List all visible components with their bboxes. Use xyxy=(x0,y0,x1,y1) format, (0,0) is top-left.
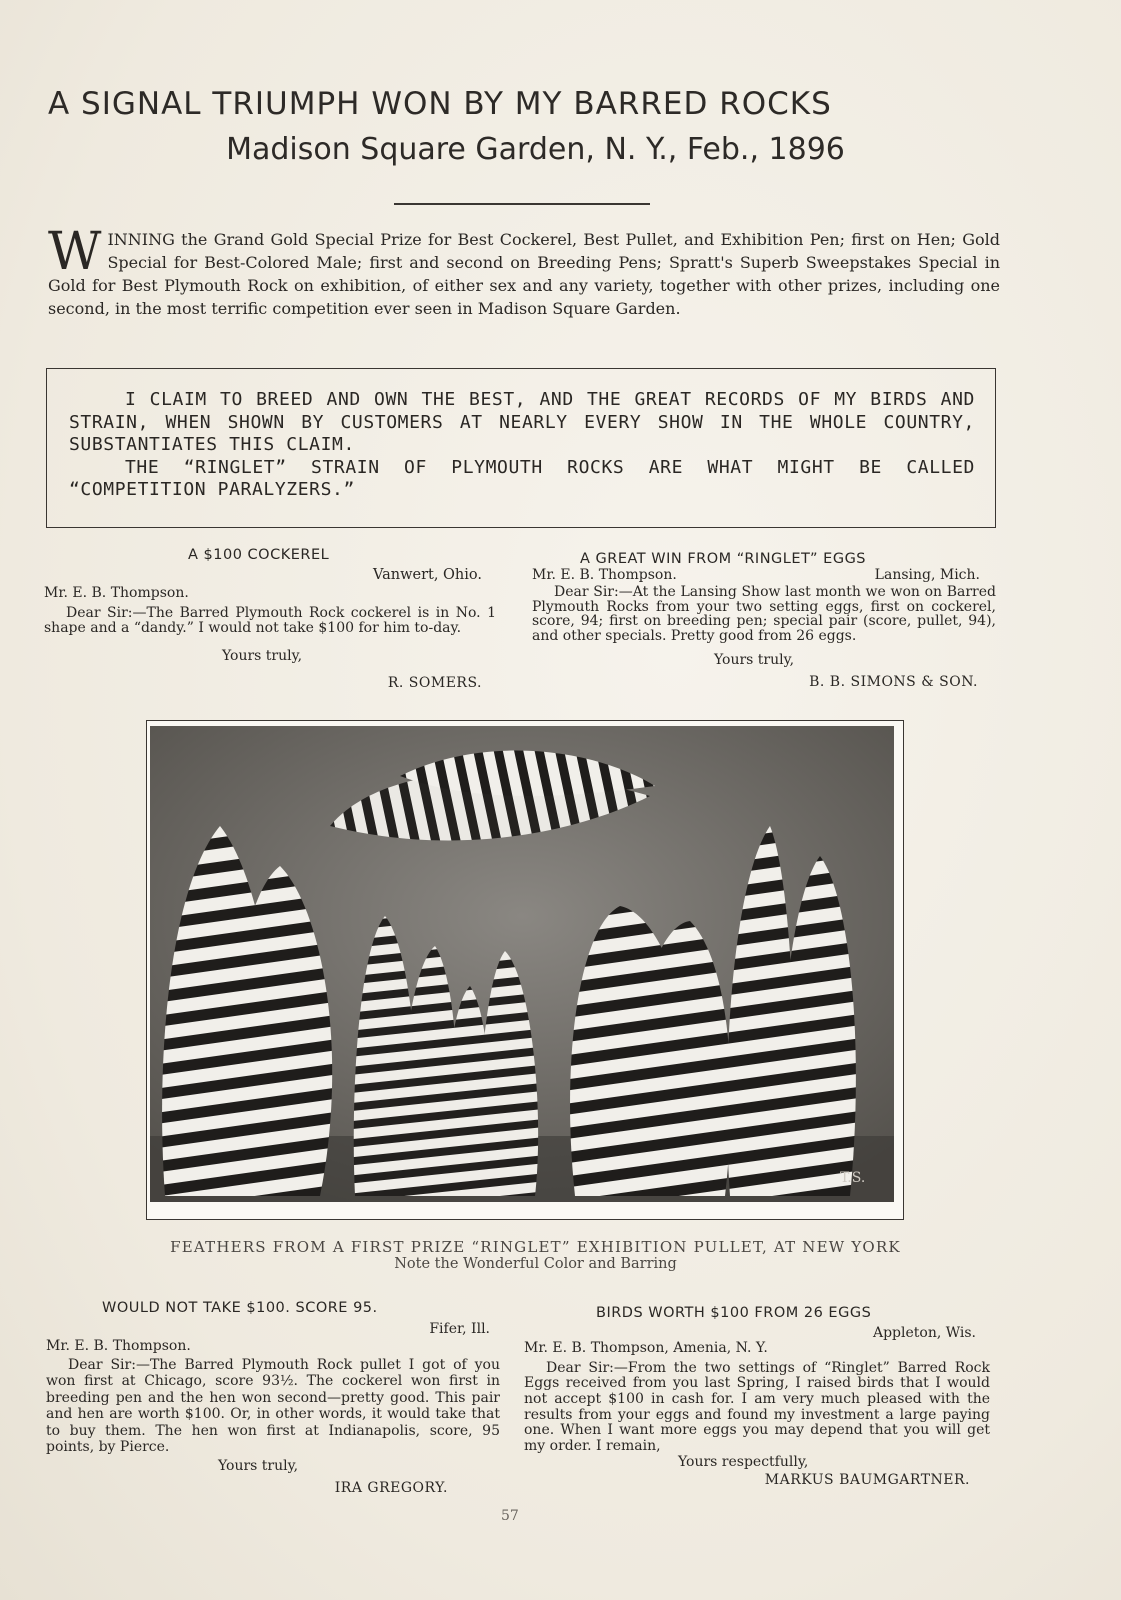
letter-body: Dear Sir:—The Barred Plymouth Rock cockerel is in No. 1 shape and a “dandy.” I would not take $100 for him to-day. xyxy=(44,604,496,636)
letter-salutation: Mr. E. B. Thompson. xyxy=(532,567,677,584)
letter-body: Dear Sir:—At the Lansing Show last month we won on Barred Plymouth Rocks from your two setting eggs, first on cockerel, score, 94; first on breeding pen; special pair (score, pullet, 94), and other specials. Pretty good from 26 eggs. xyxy=(532,584,996,644)
drop-cap: W xyxy=(48,222,102,282)
intro-text: INNING the Grand Gold Special Prize for Best Cockerel, Best Pullet, and Exhibition Pen; first on Hen; Gold Special for Best-Colored Male; first and second on Breeding Pens; Spratt's Superb Sweepstakes Special in Gold for Best Plymouth Rock on exhibition, of either sex and any variety, together with other prizes, including one second, in the most terrific competition ever seen in Madison Square Garden. xyxy=(48,230,1000,318)
letter-place: Appleton, Wis. xyxy=(872,1324,976,1341)
letter-place: Lansing, Mich. xyxy=(874,567,980,584)
photo-caption: FEATHERS FROM A FIRST PRIZE “RINGLET” EXHIBITION PULLET, AT NEW YORK xyxy=(170,1238,901,1256)
claim-paragraph-1: I CLAIM TO BREED AND OWN THE BEST, AND THE GREAT RECORDS OF MY BIRDS AND STRAIN, WHEN SHOWN BY CUSTOMERS AT NEARLY EVERY SHOW IN THE WHOLE COUNTRY, SUBSTANTIATES THIS CLAIM. xyxy=(69,389,975,455)
claim-paragraph-2: THE “RINGLET” STRAIN OF PLYMOUTH ROCKS ARE WHAT MIGHT BE CALLED “COMPETITION PARALYZERS.” xyxy=(69,456,975,500)
photo-subcaption: Note the Wonderful Color and Barring xyxy=(394,1256,677,1272)
feathers-illustration xyxy=(150,726,894,1202)
letter-closing: Yours truly, xyxy=(222,647,303,664)
letter-closing: Yours respectfully, xyxy=(678,1454,809,1471)
letter-heading: BIRDS WORTH $100 FROM 26 EGGS xyxy=(596,1305,872,1321)
letter-signature: IRA GREGORY. xyxy=(334,1480,448,1496)
letter-heading: WOULD NOT TAKE $100. SCORE 95. xyxy=(102,1300,378,1316)
letter-salutation: Mr. E. B. Thompson, Amenia, N. Y. xyxy=(524,1340,768,1357)
letter-place: Vanwert, Ohio. xyxy=(372,566,482,583)
letter-cockerel xyxy=(44,548,496,692)
page-number: 57 xyxy=(501,1508,519,1524)
letter-signature: B. B. SIMONS & SON. xyxy=(809,674,978,691)
letter-ringlet-eggs xyxy=(532,552,996,690)
letter-closing: Yours truly, xyxy=(218,1457,299,1474)
intro-paragraph xyxy=(48,222,1000,320)
page-subtitle: Madison Square Garden, N. Y., Feb., 1896 xyxy=(226,132,845,167)
claim-box xyxy=(46,368,996,528)
letter-body: Dear Sir:—From the two settings of “Ringlet” Barred Rock Eggs received from you last Spring, I raised birds that I would not accept $100 in cash for. I am very much pleased with the results from your eggs and found my investment a large paying one. When I want more eggs you may depend that you will get my order. I remain, xyxy=(524,1359,990,1454)
letter-signature: MARKUS BAUMGARTNER. xyxy=(764,1471,970,1488)
letter-heading: A $100 COCKEREL xyxy=(188,547,330,563)
letter-signature: R. SOMERS. xyxy=(387,675,482,691)
letter-salutation: Mr. E. B. Thompson. xyxy=(44,585,189,601)
letter-birds-worth xyxy=(524,1306,990,1489)
letter-heading: A GREAT WIN FROM “RINGLET” EGGS xyxy=(580,551,867,567)
letter-salutation: Mr. E. B. Thompson. xyxy=(46,1338,191,1354)
letter-would-not-take xyxy=(46,1300,500,1497)
title-rule xyxy=(394,203,650,205)
letter-place: Fifer, Ill. xyxy=(429,1320,490,1337)
svg-text:T.S.: T.S. xyxy=(840,1170,866,1186)
letter-closing: Yours truly, xyxy=(714,652,795,669)
page-title: A SIGNAL TRIUMPH WON BY MY BARRED ROCKS xyxy=(48,86,832,122)
feathers-photo xyxy=(150,726,894,1202)
letter-body: Dear Sir:—The Barred Plymouth Rock pullet I got of you won first at Chicago, score 93½. The cockerel won first in breeding pen and the hen won second—pretty good. This pair and hen are worth $100. Or, in other words, it would take that to buy them. The hen won first at Indianapolis, score, 95 points, by Pierce. xyxy=(46,1356,500,1455)
